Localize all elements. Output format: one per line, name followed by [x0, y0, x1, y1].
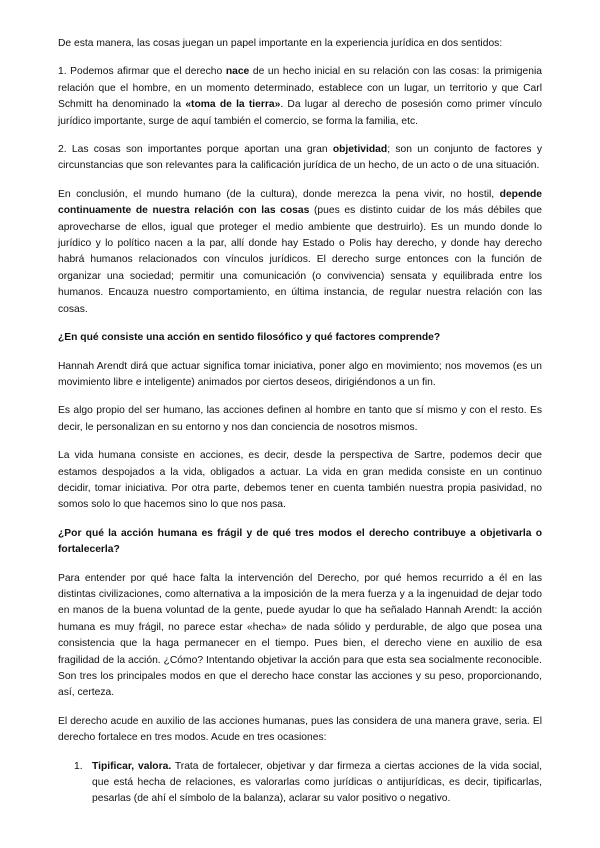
- point-2-text-c: ; son un conjunto de factores y circunstancias que son relevantes para la calificación jurídica de un hecho, de un acto o de una situación.: [58, 144, 542, 172]
- intro-paragraph: De esta manera, las cosas juegan un papel importante en la experiencia jurídica en dos sentidos:: [58, 38, 503, 49]
- point-2-paragraph: [58, 142, 542, 175]
- point-1-paragraph: [58, 64, 542, 130]
- point-2-text-a: 2. Las cosas son importantes porque aportan una gran: [58, 144, 333, 156]
- conclusion-text-a: En conclusión, el mundo humano (de la cultura), donde merezca la pena vivir, no hostil,: [58, 188, 500, 200]
- conclusion-paragraph: [58, 187, 542, 318]
- list-item-text: Trata de fortalecer, objetivar y dar firmeza a ciertas acciones de la vida social, que está hecha de relaciones, es valorarlas como jurídicas o antijurídicas, es decir, tipificarlas, pesarlas (de ahí el símbolo de la balanza), aclarar su valor positivo o negativo.: [92, 760, 542, 805]
- vida-humana-paragraph: La vida humana consiste en acciones, es decir, desde la perspectiva de Sartre, podemos decir que estamos despojados a la vida, obligados a actuar. La vida en gran medida consiste en un continuo decidir, tomar iniciativa. Por otra parte, debemos tener en cuenta también nuestra propia pasividad, no somos solo lo que hacemos sino lo que nos pasa.: [58, 450, 542, 511]
- conclusion-bold-phrase: depende continuamente de nuestra relación con las cosas: [58, 188, 542, 217]
- section-heading-accion-fragil: ¿Por qué la acción humana es frágil y de qué tres modos el derecho contribuye a objetivarla o fortalecerla?: [58, 527, 542, 556]
- propio-paragraph: Es algo propio del ser humano, las acciones definen al hombre en tanto que sí mismo y con el resto. Es decir, le personalizan en su entorno y nos dan conciencia de nosotros mismos.: [58, 405, 542, 433]
- point-1-bold-toma-de-la-tierra: «toma de la tierra»: [185, 99, 281, 111]
- point-1-text-a: 1. Podemos afirmar que el derecho: [58, 66, 226, 78]
- point-1-text-d: . Da lugar al derecho de posesión como primer vínculo jurídico importante, surge de aquí también el comercio, se forma la familia, etc.: [58, 99, 543, 127]
- acude-paragraph: El derecho acude en auxilio de las acciones humanas, pues las considera de una manera grave, seria. El derecho fortalece en tres modos. Acude en tres ocasiones:: [58, 715, 542, 744]
- entender-paragraph: Para entender por qué hace falta la intervención del Derecho, por qué hemos recurrido a él en las distintas civilizaciones, como alternativa a la imposición de la mera fuerza y a la ingenuidad de dejar todo en manos de la buena voluntad de la gente, puede ayudar lo que ha señalado Hannah Arendt: la acción humana es muy frágil, no parece estar «hecha» de nada sólido y perdurable, de algo que posea una consistencia que la haga permanecer en el tiempo. Pues bien, el derecho viene en auxilio de esa fragilidad de la acción. ¿Cómo? Intentando objetivar la acción para que esta sea socialmente reconocible. Son tres los principales modos en que el derecho hace constar las acciones y su peso, proporcionando, así, certeza.: [58, 572, 542, 699]
- list-item-title: Tipificar, valora.: [92, 760, 172, 772]
- list-item-number: 1.: [74, 760, 83, 772]
- modes-list: [58, 759, 542, 808]
- document-page: [58, 36, 542, 808]
- point-1-bold-nace: nace: [225, 66, 250, 78]
- point-2-bold-objetividad: objetividad: [332, 144, 388, 156]
- list-item: [58, 759, 542, 808]
- conclusion-text-c: (pues es distinto cuidar de los más débiles que aprovecharse de ellos, igual que proteger el medio ambiente que destruirlo). Es un mundo donde lo jurídico y lo político nacen a la par, allí donde hay Estado o Polis hay derecho, y donde hay derecho habrá humanos relacionados con vínculos jurídicos. El derecho surge entonces con la función de organizar una sociedad; permitir una comunicación (o convivencia) sensata y equilibrada entre los humanos. Encauza nuestro comportamiento, en última instancia, de regular nuestra relación con las cosas.: [58, 205, 542, 315]
- point-1-text-c: de un hecho inicial en su relación con las cosas: la primigenia relación que el hombre, en un momento determinado, establece con un lugar, un territorio y que Carl Schmitt ha denominado la: [58, 66, 542, 111]
- section-heading-accion-filosofica: ¿En qué consiste una acción en sentido filosófico y qué factores comprende?: [58, 332, 441, 344]
- arendt-paragraph: Hannah Arendt dirá que actuar significa tomar iniciativa, poner algo en movimiento; nos movemos (es un movimiento libre e inteligente) animados por ciertos deseos, dirigiéndonos a un fin.: [58, 360, 542, 388]
